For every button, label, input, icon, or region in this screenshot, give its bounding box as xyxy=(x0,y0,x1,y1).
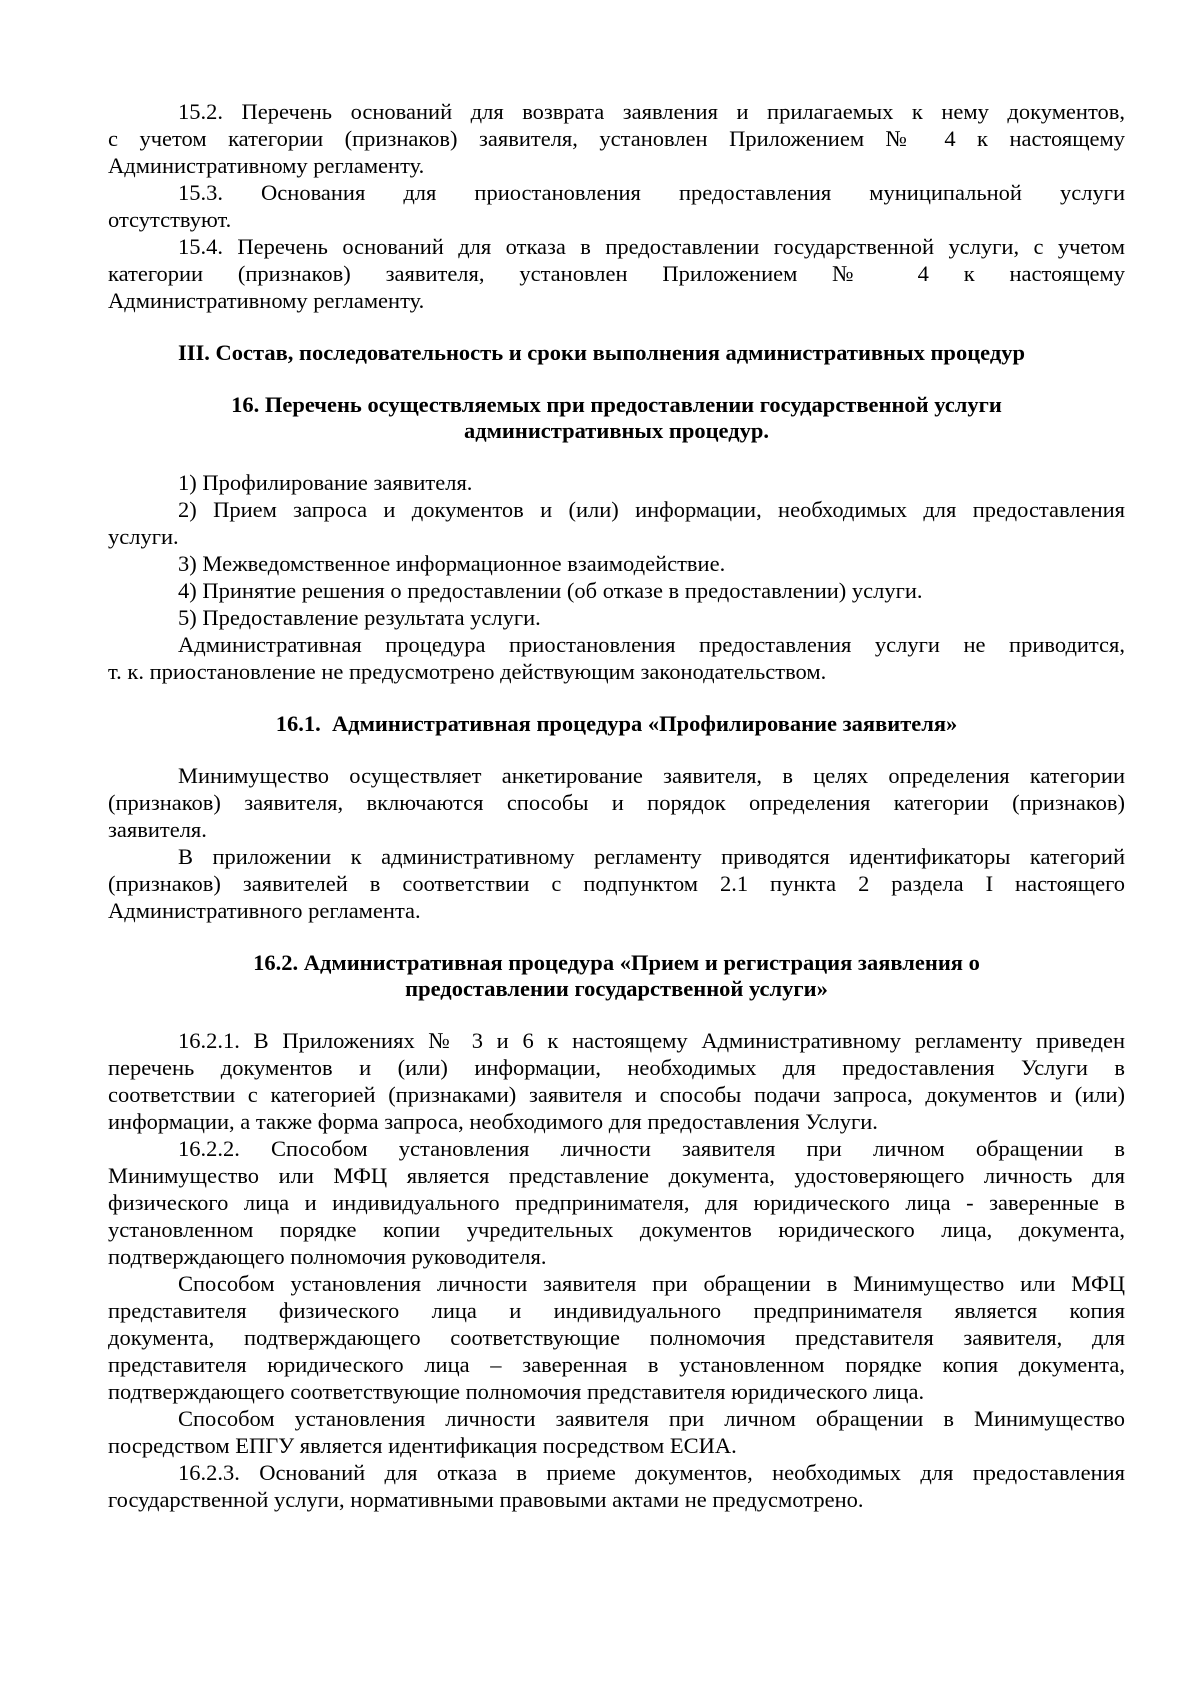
list-item: 2) Прием запроса и документов и (или) информации, необходимых для предоставления xyxy=(178,497,1125,522)
paragraph-line: соответствии с категорией (признаками) заявителя и способы подачи запроса, документов и (или) xyxy=(108,1082,1125,1107)
paragraph-line: (признаков) заявителей в соответствии с подпунктом 2.1 пункта 2 раздела I настоящего xyxy=(108,871,1125,896)
paragraph-line: категории (признаков) заявителя, установлен Приложением № 4 к настоящему xyxy=(108,261,1125,286)
paragraph-line: 16.2.1. В Приложениях № 3 и 6 к настоящему Административному регламенту приведен xyxy=(178,1028,1125,1053)
subsection-heading: предоставлении государственной услуги» xyxy=(405,976,828,1001)
paragraph-line: (признаков) заявителя, включаются способы и порядок определения категории (признаков) xyxy=(108,790,1125,815)
paragraph-line: отсутствуют. xyxy=(108,207,232,232)
paragraph-line: 15.4. Перечень оснований для отказа в предоставлении государственной услуги, с учетом xyxy=(178,234,1125,259)
paragraph-line: подтверждающего полномочия руководителя. xyxy=(108,1244,547,1269)
paragraph-line: представителя юридического лица – заверенная в установленном порядке копия документа, xyxy=(108,1352,1125,1377)
paragraph-line: Минимущество осуществляет анкетирование заявителя, в целях определения категории xyxy=(178,763,1125,788)
subsection-heading: 16.1. Административная процедура «Профилирование заявителя» xyxy=(275,711,958,736)
list-item: 3) Межведомственное информационное взаимодействие. xyxy=(178,551,726,576)
paragraph-line: информации, а также форма запроса, необходимого для предоставления Услуги. xyxy=(108,1109,878,1134)
paragraph-line: установленном порядке копии учредительных документов юридического лица, документа, xyxy=(108,1217,1125,1242)
list-item: 1) Профилирование заявителя. xyxy=(178,470,473,495)
paragraph-line: Административному регламенту. xyxy=(108,153,425,178)
paragraph-line: 15.3. Основания для приостановления предоставления муниципальной услуги xyxy=(178,180,1125,205)
section-heading: III. Состав, последовательность и сроки выполнения административных процедур xyxy=(178,340,1025,365)
paragraph-line: представителя физического лица и индивидуального предпринимателя является копия xyxy=(108,1298,1125,1323)
paragraph-line: государственной услуги, нормативными правовыми актами не предусмотрено. xyxy=(108,1487,864,1512)
paragraph-line: посредством ЕПГУ является идентификация посредством ЕСИА. xyxy=(108,1433,737,1458)
subsection-heading: 16.2. Административная процедура «Прием и регистрация заявления о xyxy=(253,950,980,975)
subsection-heading: 16. Перечень осуществляемых при предоставлении государственной услуги xyxy=(231,392,1002,417)
paragraph-line: Минимущество или МФЦ является представление документа, удостоверяющего личность для xyxy=(108,1163,1125,1188)
paragraph-line: с учетом категории (признаков) заявителя, установлен Приложением № 4 к настоящему xyxy=(108,126,1125,151)
paragraph-line: Способом установления личности заявителя при личном обращении в Минимущество xyxy=(178,1406,1125,1431)
paragraph-line: Административного регламента. xyxy=(108,898,421,923)
paragraph-line: перечень документов и (или) информации, необходимых для предоставления Услуги в xyxy=(108,1055,1125,1080)
paragraph-line: 16.2.3. Оснований для отказа в приеме документов, необходимых для предоставления xyxy=(178,1460,1125,1485)
paragraph-line: 15.2. Перечень оснований для возврата заявления и прилагаемых к нему документов, xyxy=(178,99,1125,124)
subsection-heading: административных процедур. xyxy=(463,418,770,443)
paragraph-line: Административному регламенту. xyxy=(108,288,425,313)
paragraph-line: физического лица и индивидуального предпринимателя, для юридического лица - заверенные в xyxy=(108,1190,1125,1215)
list-item: 5) Предоставление результата услуги. xyxy=(178,605,541,630)
paragraph-line: т. к. приостановление не предусмотрено действующим законодательством. xyxy=(108,659,827,684)
paragraph-line: заявителя. xyxy=(108,817,207,842)
paragraph-line: документа, подтверждающего соответствующие полномочия представителя заявителя, для xyxy=(108,1325,1125,1350)
list-item: услуги. xyxy=(108,524,179,549)
paragraph-line: Способом установления личности заявителя при обращении в Минимущество или МФЦ xyxy=(178,1271,1125,1296)
paragraph-line: подтверждающего соответствующие полномочия представителя юридического лица. xyxy=(108,1379,925,1404)
list-item: 4) Принятие решения о предоставлении (об отказе в предоставлении) услуги. xyxy=(178,578,923,603)
paragraph-line: Административная процедура приостановления предоставления услуги не приводится, xyxy=(178,632,1125,657)
paragraph-line: 16.2.2. Способом установления личности заявителя при личном обращении в xyxy=(178,1136,1125,1161)
paragraph-line: В приложении к административному регламенту приводятся идентификаторы категорий xyxy=(178,844,1125,869)
